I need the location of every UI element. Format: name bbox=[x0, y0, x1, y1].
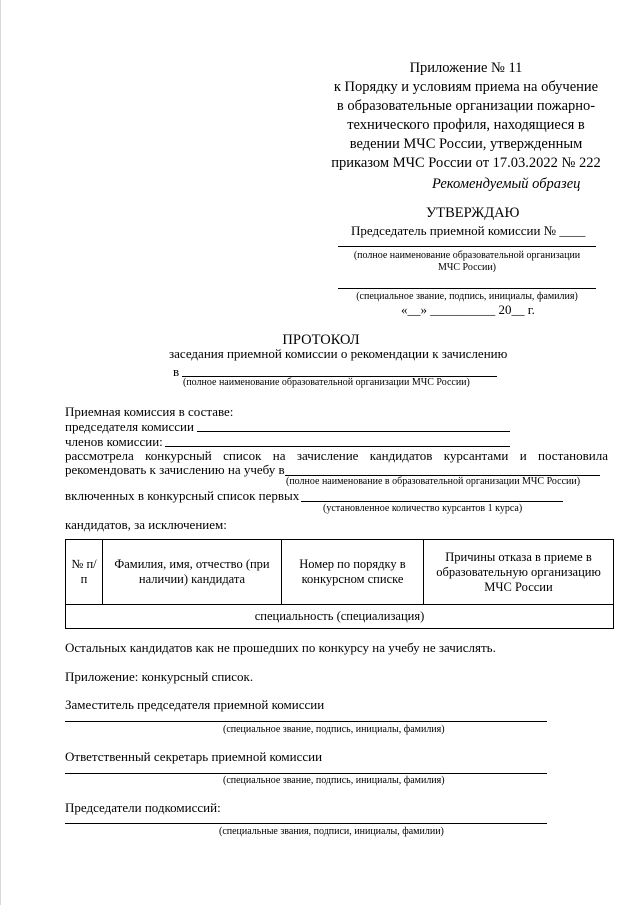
secretary-hint: (специальное звание, подпись, инициалы, фамилия) bbox=[223, 775, 445, 786]
protocol-title: ПРОТОКОЛ bbox=[282, 332, 360, 348]
candidates-table bbox=[65, 539, 614, 629]
sample-label: Рекомендуемый образец bbox=[432, 176, 581, 192]
approve-date: «__» __________ 20__ г. bbox=[401, 302, 535, 317]
appendix-line: к Порядку и условиям приема на обучение bbox=[333, 79, 599, 95]
table-header-cell: Номер по порядку в конкурсном списке bbox=[282, 540, 424, 605]
approve-org-line bbox=[338, 246, 596, 247]
chairman-label: председателя комиссии bbox=[65, 419, 194, 434]
table-header-cell: Причины отказа в приеме в образовательную организацию МЧС России bbox=[424, 540, 614, 605]
secretary-line bbox=[65, 773, 547, 774]
secretary-label: Ответственный секретарь приемной комиссии bbox=[65, 749, 323, 764]
attachment-text: Приложение: конкурсный список. bbox=[65, 669, 254, 684]
recommend-hint: (полное наименование в образовательной организации МЧС России) bbox=[286, 476, 581, 487]
appendix-line: ведении МЧС России, утвержденным bbox=[349, 136, 583, 152]
members-label: членов комиссии: bbox=[65, 434, 163, 449]
table-header-cell: № п/п bbox=[66, 540, 103, 605]
included-hint: (установленное количество курсантов 1 курса) bbox=[323, 503, 523, 514]
considered-text: рассмотрела конкурсный список на зачисление кандидатов курсантами и постановила bbox=[65, 448, 608, 463]
approve-hint-sign: (специальное звание, подпись, инициалы, фамилия) bbox=[356, 291, 578, 302]
approve-hint-org: (полное наименование образовательной организации bbox=[353, 250, 581, 261]
members-line bbox=[165, 446, 510, 447]
appendix-line: в образовательные организации пожарно- bbox=[336, 98, 596, 114]
rest-text: Остальных кандидатов как не прошедших по конкурсу на учебу не зачислять. bbox=[65, 640, 496, 655]
deputy-label: Заместитель председателя приемной комиссии bbox=[65, 697, 325, 712]
except-text: кандидатов, за исключением: bbox=[65, 517, 227, 532]
approve-hint-org: МЧС России) bbox=[437, 262, 497, 273]
protocol-subtitle: заседания приемной комиссии о рекомендации к зачислению bbox=[169, 346, 508, 361]
appendix-line: технического профиля, находящиеся в bbox=[347, 117, 585, 133]
table-specialty-row bbox=[66, 605, 614, 629]
composition-label: Приемная комиссия в составе: bbox=[65, 404, 234, 419]
deputy-hint: (специальное звание, подпись, инициалы, фамилия) bbox=[223, 724, 445, 735]
table-header-row bbox=[66, 540, 614, 605]
approve-sign-line bbox=[338, 288, 596, 289]
appendix-line: Приложение № 11 bbox=[409, 60, 523, 76]
deputy-line bbox=[65, 721, 547, 722]
chairman-line bbox=[197, 431, 510, 432]
table-header-cell: Фамилия, имя, отчество (при наличии) кандидата bbox=[103, 540, 282, 605]
appendix-line: приказом МЧС России от 17.03.2022 № 222 bbox=[331, 155, 601, 171]
included-line bbox=[301, 501, 563, 502]
protocol-hint-org: (полное наименование образовательной организации МЧС России) bbox=[183, 377, 470, 388]
protocol-in-prefix: в bbox=[173, 364, 180, 379]
recommend-text: рекомендовать к зачислению на учебу в bbox=[65, 462, 285, 477]
approve-chairman: Председатель приемной комиссии № ____ bbox=[351, 223, 586, 238]
table-specialty-cell: специальность (специализация) bbox=[66, 605, 614, 629]
included-text: включенных в конкурсный список первых bbox=[65, 488, 300, 503]
sub-chairs-hint: (специальные звания, подписи, инициалы, фамилии) bbox=[219, 826, 444, 837]
sub-chairs-label: Председатели подкомиссий: bbox=[65, 800, 221, 815]
sub-chairs-line bbox=[65, 823, 547, 824]
approve-title: УТВЕРЖДАЮ bbox=[426, 205, 520, 221]
